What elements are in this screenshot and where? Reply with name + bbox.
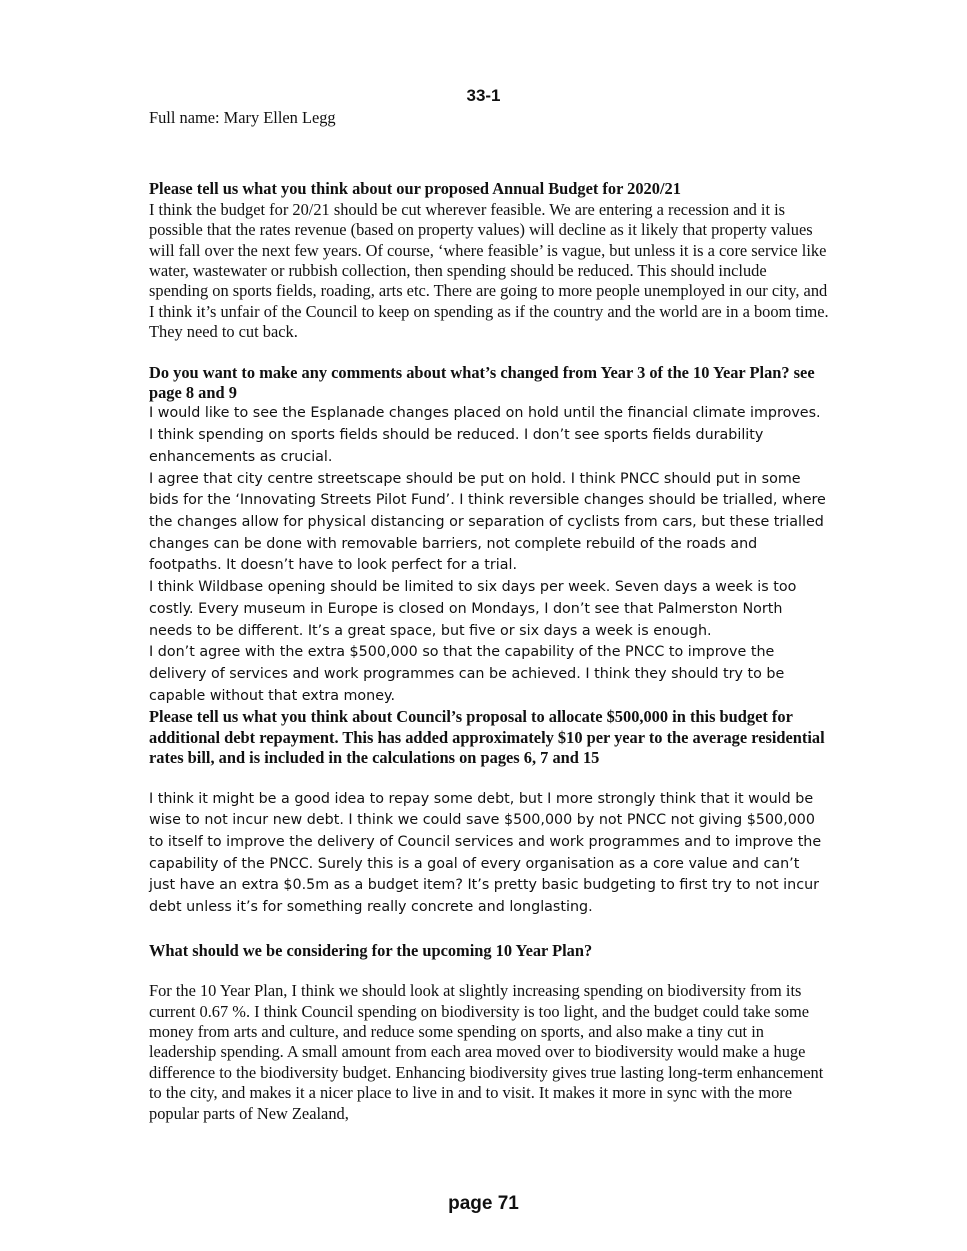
spacer — [149, 919, 829, 941]
submission-form — [149, 108, 829, 1124]
answer-changes-streetscape: I agree that city centre streetscape should be put on hold. I think PNCC should put in some bids for the ‘Innovating Streets Pilot Fund’. I think reversible changes should be trialled, where the changes allow for physical distancing or separation of cyclists from cars, but these trialled changes can be done with removable barriers, not complete rebuild of the roads and footpaths. It doesn’t have to look perfect for a trial. — [149, 470, 826, 574]
answer-changes-esplanade: I would like to see the Esplanade changes placed on hold until the financial climate improves. — [149, 405, 821, 422]
spacer — [149, 128, 829, 179]
answer-debt: I think it might be a good idea to repay some debt, but I more strongly think that it would be wise to not incur new debt. I think we could save $500,000 by not PNCC not giving $500,000 to itself to improve the delivery of Council services and work programmes and to improve the capability of the PNCC. Surely this is a goal of every organisation as a core value and can’t just have an extra $0.5m as a budget item? It’s pretty basic budgeting to first try to not incur debt unless it’s for something really concrete and longlasting. — [149, 790, 822, 916]
spacer — [149, 961, 829, 981]
answer-changes-wildbase: I think Wildbase opening should be limited to six days per week. Seven days a week is too costly. Every museum in Europe is closed on Mondays, I don’t see that Palmerston North needs to be different. It’s a great space, but five or six days a week is enough. — [149, 579, 797, 639]
page-number: page 71 — [448, 1193, 519, 1214]
answer-changes-capability: I don’t agree with the extra $500,000 so that the capability of the PNCC to improve the delivery of services and work programmes can be achieved. I think they should try to be capable without that extra money. — [149, 644, 785, 704]
question-ten-year-plan: What should we be considering for the upcoming 10 Year Plan? — [149, 940, 593, 960]
question-budget: Please tell us what you think about our proposed Annual Budget for 2020/21 — [149, 179, 681, 199]
answer-ten-year-plan: For the 10 Year Plan, I think we should look at slightly increasing spending on biodiversity from its current 0.67 %. I think Council spending on biodiversity is too light, and the budget could take some money from arts and culture, and reduce some spending on sports, and also make a tiny cut in leadership spending. A small amount from each area moved over to biodiversity would make a huge difference to the biodiversity budget. Enhancing biodiversity gives true lasting long-term enhancement to the city, and makes it a nicer place to live in and to visit. It makes it more in sync with the more popular parts of New Zealand, — [149, 981, 824, 1123]
answer-changes-sports-fields: I think spending on sports fields should be reduced. I don’t see sports fields durability enhancements as crucial. — [149, 427, 764, 465]
question-changes: Do you want to make any comments about what’s changed from Year 3 of the 10 Year Plan? see page 8 and 9 — [149, 362, 815, 403]
full-name-line: Full name: Mary Ellen Legg — [149, 108, 336, 127]
spacer — [149, 343, 829, 363]
page-id: 33-1 — [466, 86, 501, 105]
answer-budget: I think the budget for 20/21 should be cut wherever feasible. We are entering a recession and it is possible that the rates revenue (based on property values) will decline as it likely that property values will fall over the next few years. Of course, ‘where feasible’ is vague, but unless it is a core service like water, wastewater or rubbish collection, then spending should be reduced. This should include spending on sports fields, roading, arts etc. There are going to more people unemployed in our city, and I think it’s unfair of the Council to keep on spending as if the country and the world are in a boom time. They need to cut back. — [149, 199, 829, 342]
spacer — [149, 769, 829, 789]
question-debt: Please tell us what you think about Council’s proposal to allocate $500,000 in this budget for additional debt repayment. This has added approximately $10 per year to the average residential rates bill, and is included in the calculations on pages 6, 7 and 15 — [149, 707, 825, 768]
